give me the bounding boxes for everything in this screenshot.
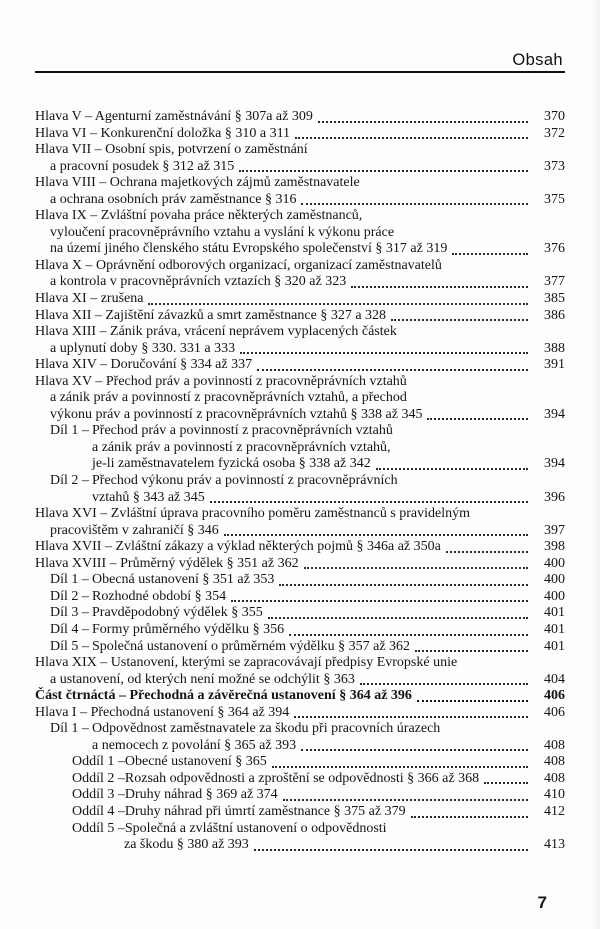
toc-entry-line <box>35 556 565 573</box>
toc-entry-line <box>35 374 565 391</box>
toc-entry-line <box>35 341 565 358</box>
toc-entry-line <box>35 721 565 738</box>
toc-entry-text: vyloučení pracovněprávního vztahu a vyslání k výkonu práce <box>50 224 395 240</box>
toc-entry-text: Společná a zvláštní ustanovení o odpovědnosti <box>124 820 387 836</box>
toc-entry-line <box>35 837 565 854</box>
toc-page-number: 388 <box>544 340 565 356</box>
dot-leader <box>268 617 528 619</box>
dot-leader <box>427 418 528 420</box>
dot-leader <box>148 303 528 305</box>
dot-leader <box>295 137 528 139</box>
toc-entry-line <box>35 738 565 755</box>
toc-entry-text: je-li zaměstnavatelem fyzická osoba § 338 až 342 <box>92 456 371 472</box>
toc-entry-line <box>35 523 565 540</box>
toc-entry-text: Hlava X – Oprávnění odborových organizací, organizací zaměstnavatelů <box>35 257 442 273</box>
toc-entry-line <box>35 622 565 639</box>
toc-entry-text: Hlava VI – Konkurenční doložka § 310 a 311 <box>35 125 291 141</box>
toc-entry-line <box>35 241 565 258</box>
toc-page-number: 385 <box>544 291 565 307</box>
toc-entry-text: Hlava XVII – Zvláštní zákazy a výklad některých pojmů § 346a až 350a <box>35 539 441 555</box>
toc-entry-line <box>35 324 565 341</box>
toc-page-number: 394 <box>544 456 565 472</box>
toc-page-number: 401 <box>544 605 565 621</box>
toc-entry-text: a ustanovení, od kterých není možné se odchýlit § 363 <box>50 671 355 687</box>
toc-page-number: 408 <box>544 737 565 753</box>
toc-entry-text: pracovištěm v zahraničí § 346 <box>50 522 219 538</box>
toc-entry-text: Hlava IX – Zvláštní povaha práce některých zaměstnanců, <box>35 208 363 224</box>
toc-entry-line <box>35 192 565 209</box>
toc-entry-text: Obecné ustanovení § 365 <box>124 754 267 770</box>
toc-page-number: 408 <box>544 754 565 770</box>
toc-entry-text: a zánik práv a povinností z pracovněprávních vztahů, a přechod <box>50 390 407 406</box>
dot-leader <box>289 634 528 636</box>
dot-leader <box>279 584 528 586</box>
toc-entry-text: Hlava XIV – Doručování § 334 až 337 <box>35 357 253 373</box>
dot-leader <box>239 170 528 172</box>
toc-page-number: 410 <box>544 787 565 803</box>
dot-leader <box>210 501 528 503</box>
toc-page-number: 401 <box>544 638 565 654</box>
toc-page-number: 406 <box>544 704 565 720</box>
toc-entry-label: Díl 1 – <box>50 423 89 439</box>
toc-entry-line <box>35 208 565 225</box>
dot-leader <box>484 782 528 784</box>
dot-leader <box>224 534 528 536</box>
toc-entry-label: Díl 2 – <box>50 588 89 604</box>
dot-leader <box>294 716 528 718</box>
toc-entry-label: Díl 1 – <box>50 572 89 588</box>
toc-entry-text: a zánik práv a povinností z pracovněprávních vztahů, <box>92 439 391 455</box>
toc-page-number: 376 <box>544 241 565 257</box>
toc-page-number: 386 <box>544 307 565 323</box>
toc-entry-label: Díl 3 – <box>50 605 89 621</box>
toc-entry-line <box>35 605 565 622</box>
toc-page-number: 396 <box>544 489 565 505</box>
dot-leader <box>417 700 528 702</box>
dot-leader <box>452 253 528 255</box>
dot-leader <box>283 799 528 801</box>
toc-entry-line <box>35 672 565 689</box>
toc-entry-line <box>35 423 565 440</box>
toc-entry-line <box>35 754 565 771</box>
toc-entry-text: Hlava V – Agenturní zaměstnávání § 307a až 309 <box>35 109 313 124</box>
page-header <box>35 0 565 73</box>
toc-page-number: 400 <box>544 572 565 588</box>
toc-entry-label: Díl 1 – <box>50 721 89 737</box>
toc-page-number: 372 <box>544 125 565 141</box>
toc-entry-label: Oddíl 3 – <box>72 787 125 803</box>
toc-entry-line <box>35 126 565 143</box>
toc-entry-line <box>35 639 565 656</box>
toc-entry-text: Hlava XII – Zajištění závazků a smrt zaměstnance § 327 a 328 <box>35 307 387 323</box>
toc-entry-label: Díl 2 – <box>50 473 89 489</box>
dot-leader <box>391 319 528 321</box>
toc-entry-line <box>35 539 565 556</box>
dot-leader <box>360 683 528 685</box>
toc-entry-text: Hlava XVIII – Průměrný výdělek § 351 až 362 <box>35 555 299 571</box>
toc-entry-text: Druhy náhrad při úmrtí zaměstnance § 375 až 379 <box>124 803 406 819</box>
toc-page-number: 408 <box>544 770 565 786</box>
toc-entry-line <box>35 175 565 192</box>
toc-entry-text: a nemocech z povolání § 365 až 393 <box>92 737 297 753</box>
toc-page-number: 394 <box>544 406 565 422</box>
toc-entry-label: Oddíl 4 – <box>72 803 125 819</box>
dot-leader <box>254 849 528 851</box>
toc-page-number: 400 <box>544 555 565 571</box>
page-number: 7 <box>537 893 547 912</box>
toc-page-number: 406 <box>544 688 565 704</box>
toc-entry-label: Oddíl 2 – <box>72 770 125 786</box>
toc-entry-text: Přechod výkonu práv a povinností z pracovněprávních <box>92 473 398 489</box>
toc-entry-line <box>35 688 565 705</box>
toc-entry-text: Přechod práv a povinností z pracovněprávních vztahů <box>92 423 393 439</box>
dot-leader <box>376 468 528 470</box>
toc-page-number: 413 <box>544 837 565 853</box>
toc-entry-text: Hlava XIII – Zánik práva, vrácení neprávem vyplacených částek <box>35 324 397 340</box>
toc-page-number: 404 <box>544 671 565 687</box>
toc-entry-label: Oddíl 1 – <box>72 754 125 770</box>
toc-entry-line <box>35 274 565 291</box>
page-header-title: Obsah <box>512 51 563 69</box>
toc-entry-line <box>35 109 565 126</box>
toc-entry-line <box>35 771 565 788</box>
dot-leader <box>446 551 528 553</box>
toc-entry-line <box>35 407 565 424</box>
dot-leader <box>351 286 528 288</box>
toc-entry-line <box>35 440 565 457</box>
toc-page-number: 391 <box>544 357 565 373</box>
toc-entry-line <box>35 506 565 523</box>
toc-entry-text: a ochrana osobních práv zaměstnance § 316 <box>50 191 297 207</box>
toc-page-number: 370 <box>544 109 565 124</box>
toc-entry-text: a kontrola v pracovněprávních vztazích § 320 až 323 <box>50 274 347 290</box>
toc-page-number: 375 <box>544 191 565 207</box>
toc-entry-text: Rozhodné období § 354 <box>92 588 227 604</box>
toc-entry-line <box>35 589 565 606</box>
toc-entry-line <box>35 357 565 374</box>
toc-entry-text: Odpovědnost zaměstnavatele za škodu při pracovních úrazech <box>92 721 441 737</box>
toc-entry-text: Společná ustanovení o průměrném výdělku § 357 až 362 <box>92 638 411 654</box>
dot-leader <box>318 121 528 123</box>
toc-entry-line <box>35 705 565 722</box>
toc-entry-line <box>35 456 565 473</box>
toc-page-number: 401 <box>544 621 565 637</box>
toc-page-number: 400 <box>544 588 565 604</box>
toc-entry-text: Obecná ustanovení § 351 až 353 <box>92 572 275 588</box>
toc-entry-text: vztahů § 343 až 345 <box>92 489 205 505</box>
toc-entry-line <box>35 473 565 490</box>
toc-entry-line <box>35 490 565 507</box>
toc-entry-line <box>35 159 565 176</box>
toc-entry-text: Hlava XI – zrušena <box>35 291 144 307</box>
toc-entry-label: Díl 5 – <box>50 638 89 654</box>
toc-page-number: 398 <box>544 539 565 555</box>
toc-entry-line <box>35 804 565 821</box>
toc-page-number: 373 <box>544 158 565 174</box>
toc-entry-line <box>35 787 565 804</box>
toc-page-number: 377 <box>544 274 565 290</box>
toc-entry-text: Druhy náhrad § 369 až 374 <box>124 787 278 803</box>
toc-entry-text: na území jiného členského státu Evropského společenství § 317 až 319 <box>50 241 448 257</box>
toc-entry-text: Hlava XIX – Ustanovení, kterými se zapracovávají předpisy Evropské unie <box>35 655 458 671</box>
toc-entry-text: Hlava XVI – Zvláštní úprava pracovního poměru zaměstnanců s pravidelným <box>35 506 471 522</box>
toc-entry-text: a uplynutí doby § 330. 331 a 333 <box>50 340 236 356</box>
toc-entry-text: Hlava VIII – Ochrana majetkových zájmů zaměstnavatele <box>35 175 360 191</box>
dot-leader <box>301 749 528 751</box>
toc-entry-line <box>35 655 565 672</box>
toc-entry-text: za škodu § 380 až 393 <box>124 837 249 853</box>
toc-entry-label: Díl 4 – <box>50 621 89 637</box>
toc-entry-line <box>35 572 565 589</box>
toc-entry-text: výkonu práv a povinností z pracovněprávních vztahů § 338 až 345 <box>50 406 423 422</box>
toc-entry-text: Hlava VII – Osobní spis, potvrzení o zaměstnání <box>35 142 308 158</box>
toc-entry-line <box>35 258 565 275</box>
dot-leader <box>231 600 528 602</box>
dot-leader <box>411 816 528 818</box>
toc-entry-label: Oddíl 5 – <box>72 820 125 836</box>
dot-leader <box>240 352 528 354</box>
dot-leader <box>301 203 528 205</box>
toc-entry-text: Rozsah odpovědnosti a zproštění se odpovědnosti § 366 až 368 <box>124 770 480 786</box>
toc-entry-line <box>35 821 565 838</box>
toc-entry-text: a pracovní posudek § 312 až 315 <box>50 158 235 174</box>
toc-entry-line <box>35 291 565 308</box>
dot-leader <box>415 650 528 652</box>
dot-leader <box>257 369 528 371</box>
toc-entry-text: Hlava I – Přechodná ustanovení § 364 až 394 <box>35 704 290 720</box>
toc-entry-text: Hlava XV – Přechod práv a povinností z pracovněprávních vztahů <box>35 373 407 389</box>
toc-entry-text: Část čtrnáctá – Přechodná a závěrečná ustanovení § 364 až 396 <box>35 688 412 704</box>
dot-leader <box>272 766 528 768</box>
toc-entry-line <box>35 308 565 325</box>
toc-list <box>35 109 565 854</box>
toc-entry-text: Pravděpodobný výdělek § 355 <box>92 605 263 621</box>
toc-entry-line <box>35 390 565 407</box>
dot-leader <box>304 567 528 569</box>
toc-entry-line <box>35 142 565 159</box>
toc-page-number: 397 <box>544 522 565 538</box>
toc-entry-text: Formy průměrného výdělku § 356 <box>92 621 285 637</box>
toc-entry-line <box>35 225 565 242</box>
toc-page-number: 412 <box>544 803 565 819</box>
